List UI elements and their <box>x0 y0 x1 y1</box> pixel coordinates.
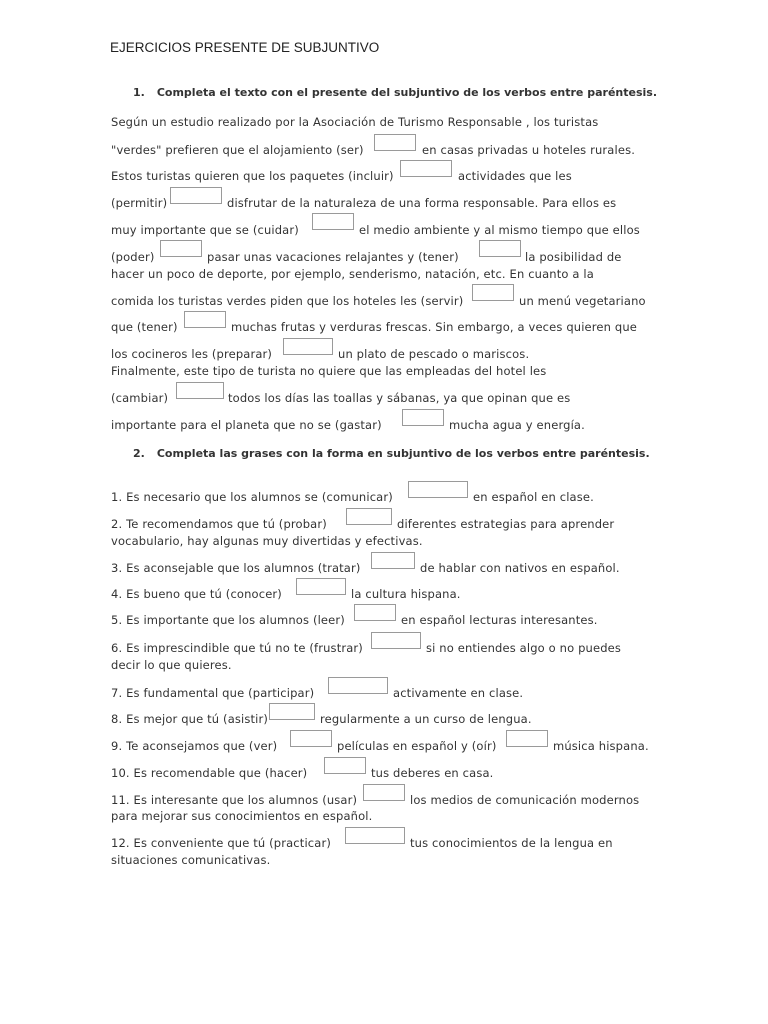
exercise-1-text-line: pasar unas vacaciones relajantes y (tener) <box>207 250 459 264</box>
exercise-2-line: 9. Te aconsejamos que (ver) <box>111 739 278 753</box>
exercise-2-line: vocabulario, hay algunas muy divertidas y efectivas. <box>111 534 423 548</box>
answer-field-probar[interactable] <box>346 508 392 525</box>
exercise-2-line: 8. Es mejor que tú (asistir) <box>111 712 269 726</box>
answer-field-tratar[interactable] <box>371 552 415 569</box>
exercise-1-text-line: (poder) <box>111 250 155 264</box>
exercise-2-line: de hablar con nativos en español. <box>420 561 620 575</box>
answer-field-practicar[interactable] <box>345 827 405 844</box>
exercise-1-text-line: disfrutar de la naturaleza de una forma responsable. Para ellos es <box>227 196 617 210</box>
exercise-2-heading: 2. Completa las grases con la forma en subjuntivo de los verbos entre paréntesis. <box>133 447 650 460</box>
answer-field-preparar[interactable] <box>283 338 333 355</box>
exercise-1-text-line: (permitir) <box>111 196 168 210</box>
exercise-1-text-line: la posibilidad de <box>525 250 622 264</box>
answer-field-hacer[interactable] <box>324 757 366 774</box>
exercise-1-text-line: el medio ambiente y al mismo tiempo que ellos <box>359 223 640 237</box>
exercise-1-text-line: actividades que les <box>458 169 572 183</box>
answer-field-conocer[interactable] <box>296 578 346 595</box>
exercise-2-line: películas en español y (oír) <box>337 739 497 753</box>
exercise-2-line: diferentes estrategias para aprender <box>397 517 615 531</box>
exercise-1-text-line: comida los turistas verdes piden que los hoteles les (servir) <box>111 294 464 308</box>
exercise-1-text-line: todos los días las toallas y sábanas, ya que opinan que es <box>228 391 571 405</box>
exercise-2-line: 5. Es importante que los alumnos (leer) <box>111 613 345 627</box>
answer-field-tener-2[interactable] <box>184 311 226 328</box>
exercise-2-line: en español lecturas interesantes. <box>401 613 598 627</box>
exercise-2-line: 10. Es recomendable que (hacer) <box>111 766 308 780</box>
answer-field-leer[interactable] <box>354 604 396 621</box>
exercise-2-line: música hispana. <box>553 739 649 753</box>
exercise-1-heading: 1. Completa el texto con el presente del subjuntivo de los verbos entre paréntesis. <box>133 86 658 99</box>
answer-field-cuidar[interactable] <box>312 213 354 230</box>
exercise-1-text-line: que (tener) <box>111 320 178 334</box>
exercise-1-text-line: un menú vegetariano <box>519 294 646 308</box>
exercise-1-text-line: muchas frutas y verduras frescas. Sin embargo, a veces quieren que <box>231 320 637 334</box>
answer-field-oir[interactable] <box>506 730 548 747</box>
exercise-2-line: en español en clase. <box>473 490 594 504</box>
answer-field-permitir[interactable] <box>170 187 222 204</box>
exercise-2-line: tus deberes en casa. <box>371 766 494 780</box>
exercise-2-heading-text: Completa las grases con la forma en subjuntivo de los verbos entre paréntesis <box>156 447 646 460</box>
answer-field-participar[interactable] <box>328 677 388 694</box>
exercise-2-line: 11. Es interesante que los alumnos (usar) <box>111 793 358 807</box>
exercise-2-line: 6. Es imprescindible que tú no te (frustrar) <box>111 641 363 655</box>
exercise-2-number: 2. <box>133 447 145 460</box>
exercise-2-line: 2. Te recomendamos que tú (probar) <box>111 517 327 531</box>
exercise-1-text-line: Finalmente, este tipo de turista no quiere que las empleadas del hotel les <box>111 364 547 378</box>
answer-field-frustrar[interactable] <box>371 632 421 649</box>
exercise-1-text-line: hacer un poco de deporte, por ejemplo, senderismo, natación, etc. En cuanto a la <box>111 267 594 281</box>
answer-field-ser[interactable] <box>374 134 416 151</box>
exercise-1-text-line: Según un estudio realizado por la Asociación de Turismo Responsable , los turistas <box>111 115 599 129</box>
exercise-1-text-line: un plato de pescado o mariscos. <box>338 347 530 361</box>
exercise-1-text-line: "verdes" prefieren que el alojamiento (ser) <box>111 143 364 157</box>
exercise-2-line: 7. Es fundamental que (participar) <box>111 686 315 700</box>
answer-field-usar[interactable] <box>363 784 405 801</box>
exercise-1-text-line: (cambiar) <box>111 391 169 405</box>
exercise-1-text-line: mucha agua y energía. <box>449 418 585 432</box>
answer-field-asistir[interactable] <box>269 703 315 720</box>
exercise-2-line: activamente en clase. <box>393 686 524 700</box>
answer-field-comunicar[interactable] <box>408 481 468 498</box>
exercise-1-text-line: muy importante que se (cuidar) <box>111 223 299 237</box>
exercise-2-line: 4. Es bueno que tú (conocer) <box>111 587 282 601</box>
page-title: EJERCICIOS PRESENTE DE SUBJUNTIVO <box>110 40 380 55</box>
answer-field-incluir[interactable] <box>400 160 452 177</box>
exercise-2-line: para mejorar sus conocimientos en español. <box>111 809 373 823</box>
answer-field-ver[interactable] <box>290 730 332 747</box>
exercise-2-line: tus conocimientos de la lengua en <box>410 836 613 850</box>
exercise-2-line: 3. Es aconsejable que los alumnos (tratar) <box>111 561 361 575</box>
answer-field-servir[interactable] <box>472 284 514 301</box>
exercise-1-text-line: importante para el planeta que no se (gastar) <box>111 418 382 432</box>
exercise-2-line: los medios de comunicación modernos <box>410 793 640 807</box>
answer-field-cambiar[interactable] <box>176 382 224 399</box>
exercise-2-line: situaciones comunicativas. <box>111 853 271 867</box>
exercise-2-line: decir lo que quieres. <box>111 658 232 672</box>
exercise-1-number: 1. <box>133 86 145 99</box>
exercise-2-line: si no entiendes algo o no puedes <box>426 641 622 655</box>
exercise-2-line: regularmente a un curso de lengua. <box>320 712 532 726</box>
answer-field-gastar[interactable] <box>402 409 444 426</box>
exercise-2-line: la cultura hispana. <box>351 587 461 601</box>
answer-field-poder[interactable] <box>160 240 202 257</box>
answer-field-tener[interactable] <box>479 240 521 257</box>
exercise-1-text-line: Estos turistas quieren que los paquetes (incluir) <box>111 169 394 183</box>
exercise-1-text-line: en casas privadas u hoteles rurales. <box>422 143 636 157</box>
exercise-1-heading-text: Completa el texto con el presente del subjuntivo de los verbos entre paréntesis <box>156 86 653 99</box>
exercise-1-text-line: los cocineros les (preparar) <box>111 347 273 361</box>
exercise-2-line: 1. Es necesario que los alumnos se (comunicar) <box>111 490 393 504</box>
exercise-2-line: 12. Es conveniente que tú (practicar) <box>111 836 331 850</box>
